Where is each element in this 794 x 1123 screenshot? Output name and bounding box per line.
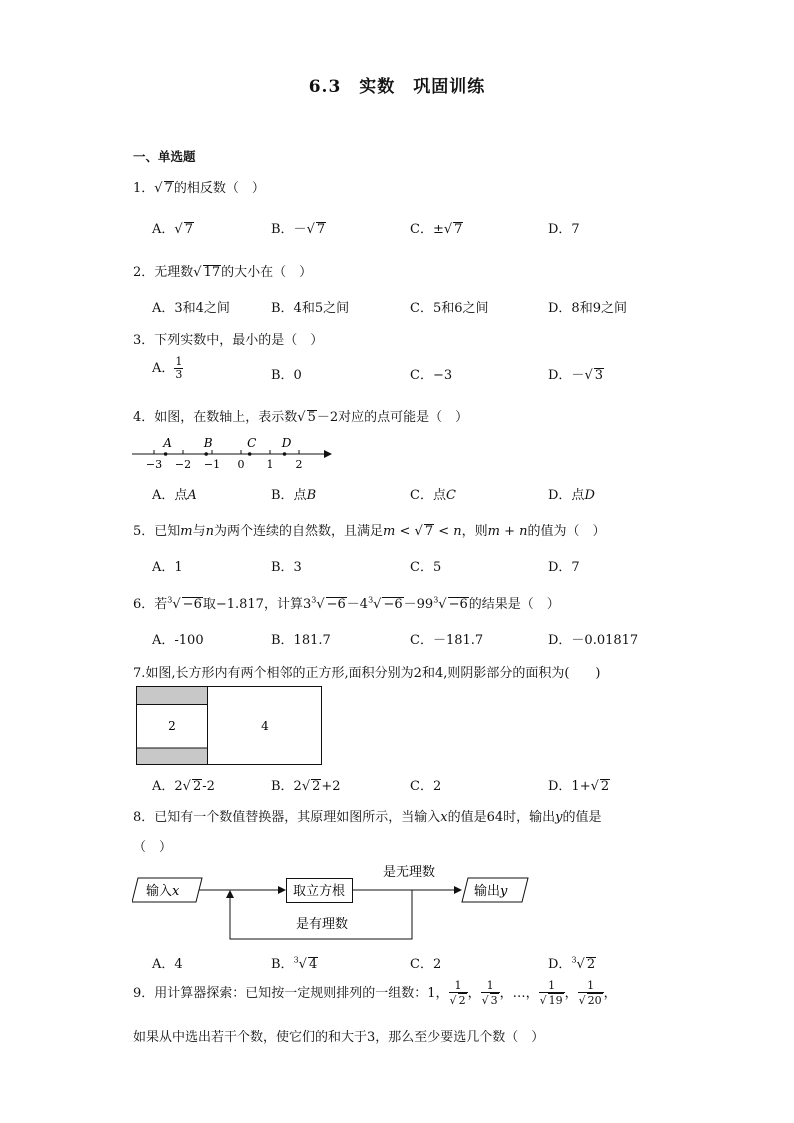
rectangle-figure xyxy=(136,686,323,766)
q6-option-b[interactable]: B．181.7 xyxy=(271,633,331,648)
q5-option-c[interactable]: C．5 xyxy=(410,560,442,575)
q7-option-d[interactable]: D．1+√ 2 xyxy=(548,779,610,794)
q5-option-d[interactable]: D．7 xyxy=(548,560,580,575)
q6-option-c[interactable]: C．－181.7 xyxy=(410,633,484,648)
small-square-label: 2 xyxy=(168,719,176,733)
q4-option-b[interactable]: B．点B xyxy=(271,488,317,503)
q8-option-d[interactable]: D．$^3$√ 2 xyxy=(548,955,596,972)
q1-option-a[interactable]: A．√ 7 xyxy=(152,222,193,237)
q5-option-a[interactable]: A．1 xyxy=(152,560,183,575)
q7-option-c[interactable]: C．2 xyxy=(410,779,442,794)
tick-label: −2 xyxy=(174,458,192,471)
tick-label: 0 xyxy=(237,458,245,471)
point-label-a: A xyxy=(163,436,172,450)
question-4: 4．如图，在数轴上，表示数√ 5－2对应的点可能是（ ） xyxy=(133,410,469,425)
rational-label: 是有理数 xyxy=(295,917,349,932)
question-6: 6．若$^3$√ −6取−1.817，计算$3^3√ -6-4^3√ -6-99^3√ -6$的结果是（ ） xyxy=(133,595,560,612)
question-9-line2: 如果从中选出若干个数，使它们的和大于3，那么至少要选几个数（ ） xyxy=(133,1030,545,1045)
q6-option-d[interactable]: D．－0.01817 xyxy=(548,633,639,648)
q1-option-d[interactable]: D．7 xyxy=(548,222,580,237)
q8-option-b[interactable]: B．$^3$√ 4 xyxy=(271,955,318,972)
point-label-b: B xyxy=(203,436,213,450)
question-5: 5．已知m与n为两个连续的自然数，且满足m < √ 7 < n，则m + n的值为（ ） xyxy=(133,524,606,539)
question-7: 7.如图,长方形内有两个相邻的正方形,面积分别为2和4,则阴影部分的面积为( ) xyxy=(133,666,601,681)
irrational-label: 是无理数 xyxy=(382,865,436,880)
q7-option-b[interactable]: B．2√ 2+2 xyxy=(271,779,341,794)
q8-option-c[interactable]: C．2 xyxy=(410,957,442,972)
q1-option-c[interactable]: C．±√ 7 xyxy=(410,222,463,237)
point-b xyxy=(204,452,208,456)
q2-option-d[interactable]: D．8和9之间 xyxy=(548,301,627,316)
q2-option-c[interactable]: C．5和6之间 xyxy=(410,301,489,316)
point-label-d: D xyxy=(281,436,292,450)
question-8-line2: （ ） xyxy=(133,840,173,855)
q4-option-c[interactable]: C．点C xyxy=(410,488,456,503)
point-c xyxy=(248,452,252,456)
section-heading: 一、单选题 xyxy=(133,149,196,164)
q2-option-a[interactable]: A．3和4之间 xyxy=(152,301,230,316)
q3-option-b[interactable]: B．0 xyxy=(271,368,302,383)
q8-option-a[interactable]: A．4 xyxy=(152,957,183,972)
shaded-top xyxy=(137,687,208,705)
tick-label: −1 xyxy=(203,458,221,471)
q4-option-a[interactable]: A．点A xyxy=(152,488,197,503)
q2-option-b[interactable]: B．4和5之间 xyxy=(271,301,350,316)
q3-option-d[interactable]: D．－√ 3 xyxy=(548,368,604,383)
tick-label: 1 xyxy=(266,458,274,471)
question-3: 3．下列实数中，最小的是（ ） xyxy=(133,333,324,348)
tick-label: −3 xyxy=(145,458,163,471)
question-1: 1．√ 7的相反数（ ） xyxy=(133,181,265,196)
q3-option-a[interactable]: A． $\frac{1}{3}$ xyxy=(152,355,183,381)
q6-option-a[interactable]: A．-100 xyxy=(152,633,204,648)
question-8: 8．已知有一个数值替换器，其原理如图所示，当输入x的值是64时，输出y的值是 xyxy=(133,810,602,825)
q4-option-d[interactable]: D．点D xyxy=(548,488,595,503)
process-label: 取立方根 xyxy=(292,884,346,899)
large-square-label: 4 xyxy=(261,719,269,733)
q3-option-c[interactable]: C．−3 xyxy=(410,368,453,383)
tick-label: 2 xyxy=(295,458,303,471)
page-title: 6.3 实数 巩固训练 xyxy=(308,77,486,97)
question-9: 9．用计算器探索：已知按一定规则排列的一组数：1， $\frac{1}{√ 2}$ ， $\frac{1}{√ 3}$ ，…， $\frac{1}{√ 19}$ ， $\frac{1}{√ 20}$ ， xyxy=(133,979,617,1007)
input-label: 输入x xyxy=(146,884,180,899)
output-label: 输出y xyxy=(474,884,508,899)
q7-option-a[interactable]: A．2√ 2-2 xyxy=(152,779,215,794)
shaded-bottom xyxy=(137,748,208,765)
question-2: 2．无理数√ 17的大小在（ ） xyxy=(133,265,313,280)
point-d xyxy=(283,452,287,456)
point-label-c: C xyxy=(247,436,257,450)
flowchart xyxy=(132,862,532,942)
number-line xyxy=(132,434,332,474)
q5-option-b[interactable]: B．3 xyxy=(271,560,302,575)
q1-option-b[interactable]: B．－√ 7 xyxy=(271,222,326,237)
point-a xyxy=(164,452,168,456)
